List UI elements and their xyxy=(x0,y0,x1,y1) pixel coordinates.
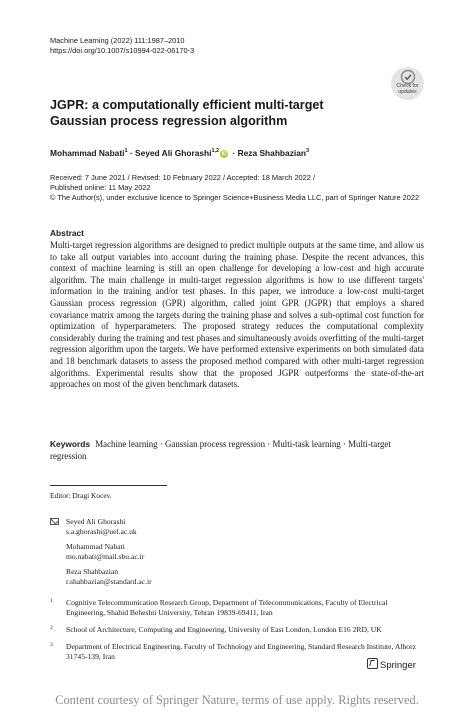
contact-name: Mohammad Nabati xyxy=(66,542,125,551)
journal-header xyxy=(50,36,194,56)
contact-entry xyxy=(66,542,152,562)
affiliation-text: Department of Electrical Engineering, Faculty of Technology and Engineering, Standard Research Institute, Alborz 31745-139, Iran xyxy=(66,642,417,661)
keywords xyxy=(50,439,424,462)
journal-citation: Machine Learning (2022) 111:1987–2010 xyxy=(50,36,185,45)
orcid-icon[interactable]: iD xyxy=(221,151,227,157)
check-for-updates-badge[interactable] xyxy=(391,67,424,100)
courtesy-watermark: Content courtesy of Springer Nature, terms of use apply. Rights reserved. xyxy=(55,693,419,707)
springer-horse-icon xyxy=(367,658,378,669)
publication-history xyxy=(50,173,440,204)
author-separator: · xyxy=(232,148,236,158)
contact-entry xyxy=(66,517,152,537)
abstract-heading: Abstract xyxy=(50,228,84,238)
published-online: Published online: 11 May 2022 xyxy=(50,183,151,193)
contact-email[interactable]: r.shahbazian@standard.ac.ir xyxy=(66,577,152,586)
author-separator: · xyxy=(129,148,133,158)
affiliation-item xyxy=(50,598,424,618)
publisher-logo xyxy=(367,658,416,671)
author-name[interactable]: Seyed Ali Ghorashi xyxy=(134,148,212,158)
contact-name: Seyed Ali Ghorashi xyxy=(66,517,126,526)
author-affil-ref: 1 xyxy=(124,148,128,155)
affiliation-text: Cognitive Telecommunication Research Group, Department of Telecommunications, Faculty of Electrical Engineering, Shahid Beheshti University, Tehran 19839-69411, Iran xyxy=(66,598,388,617)
author-affil-ref: 1,2 xyxy=(211,148,220,155)
contact-email[interactable]: s.a.ghorashi@uel.ac.uk xyxy=(66,527,137,536)
abstract-text: Multi-target regression algorithms are designed to predict multiple outputs at the same time, and allow us to take all output variables into account during the training phase. Despite the recent advances, this context of machine learning is still an open challenge for developing a low-cost and high accurate algorithm. The main challenge in multi-target regression algorithms is how to use different targets' information in the training and/or test phases. In this paper, we introduce a low-cost multi-target Gaussian process regression (GPR) algorithm, called joint GPR (JGPR) that employs a shared covariance matrix among the targets during the training phase and solves a sub-optimal cost function for optimization of hyperparameters. The proposed strategy reduces the computational complexity considerably during the training and test phases and simultaneously avoids overfitting of the multi-target regression algorithm upon the targets. We have performed extensive experiments on both simulated data and 18 benchmark datasets to assess the proposed method compared with other multi-target regression algorithms. Experimental results show that the proposed JGPR outperforms the state-of-the-art approaches on most of the given benchmark datasets. xyxy=(50,240,424,390)
author-affil-ref: 3 xyxy=(306,148,310,155)
affiliation-number: 3 xyxy=(50,642,53,648)
envelope-icon xyxy=(50,518,59,525)
doi-link[interactable]: https://doi.org/10.1007/s10994-022-06170-3 xyxy=(50,46,195,55)
keywords-label: Keywords xyxy=(50,439,91,449)
author-contacts xyxy=(66,517,152,592)
affiliation-number: 1 xyxy=(50,598,53,604)
author-name[interactable]: Mohammad Nabati xyxy=(50,148,125,158)
check-for-updates-label: Check for updates xyxy=(396,83,419,95)
affiliation-text: School of Architecture, Computing and Engineering, University of East London, London E16 2RD, UK xyxy=(66,625,382,634)
history-dates: Received: 7 June 2021 / Revised: 10 February 2022 / Accepted: 18 March 2022 / xyxy=(50,173,315,182)
editor-note: Editor: Dragi Kocev. xyxy=(50,491,112,500)
copyright-notice: © The Author(s), under exclusive licence to Springer Science+Business Media LLC, part of Springer Nature 2022 xyxy=(50,193,420,203)
contact-entry xyxy=(66,567,152,587)
paper-title: JGPR: a computationally efficient multi-target Gaussian process regression algorithm xyxy=(50,98,324,128)
keywords-list: Machine learning · Gaussian process regression · Multi-task learning · Multi-target regression xyxy=(50,439,391,461)
footnote-divider xyxy=(50,485,167,486)
author-list xyxy=(50,148,309,158)
author-name[interactable]: Reza Shahbazian xyxy=(237,148,306,158)
publisher-name: Springer xyxy=(380,660,416,671)
affiliation-number: 2 xyxy=(50,625,53,631)
affiliation-item xyxy=(50,625,424,635)
contact-email[interactable]: mo.nabati@mail.sbu.ac.ir xyxy=(66,552,145,561)
contact-name: Reza Shahbazian xyxy=(66,567,119,576)
